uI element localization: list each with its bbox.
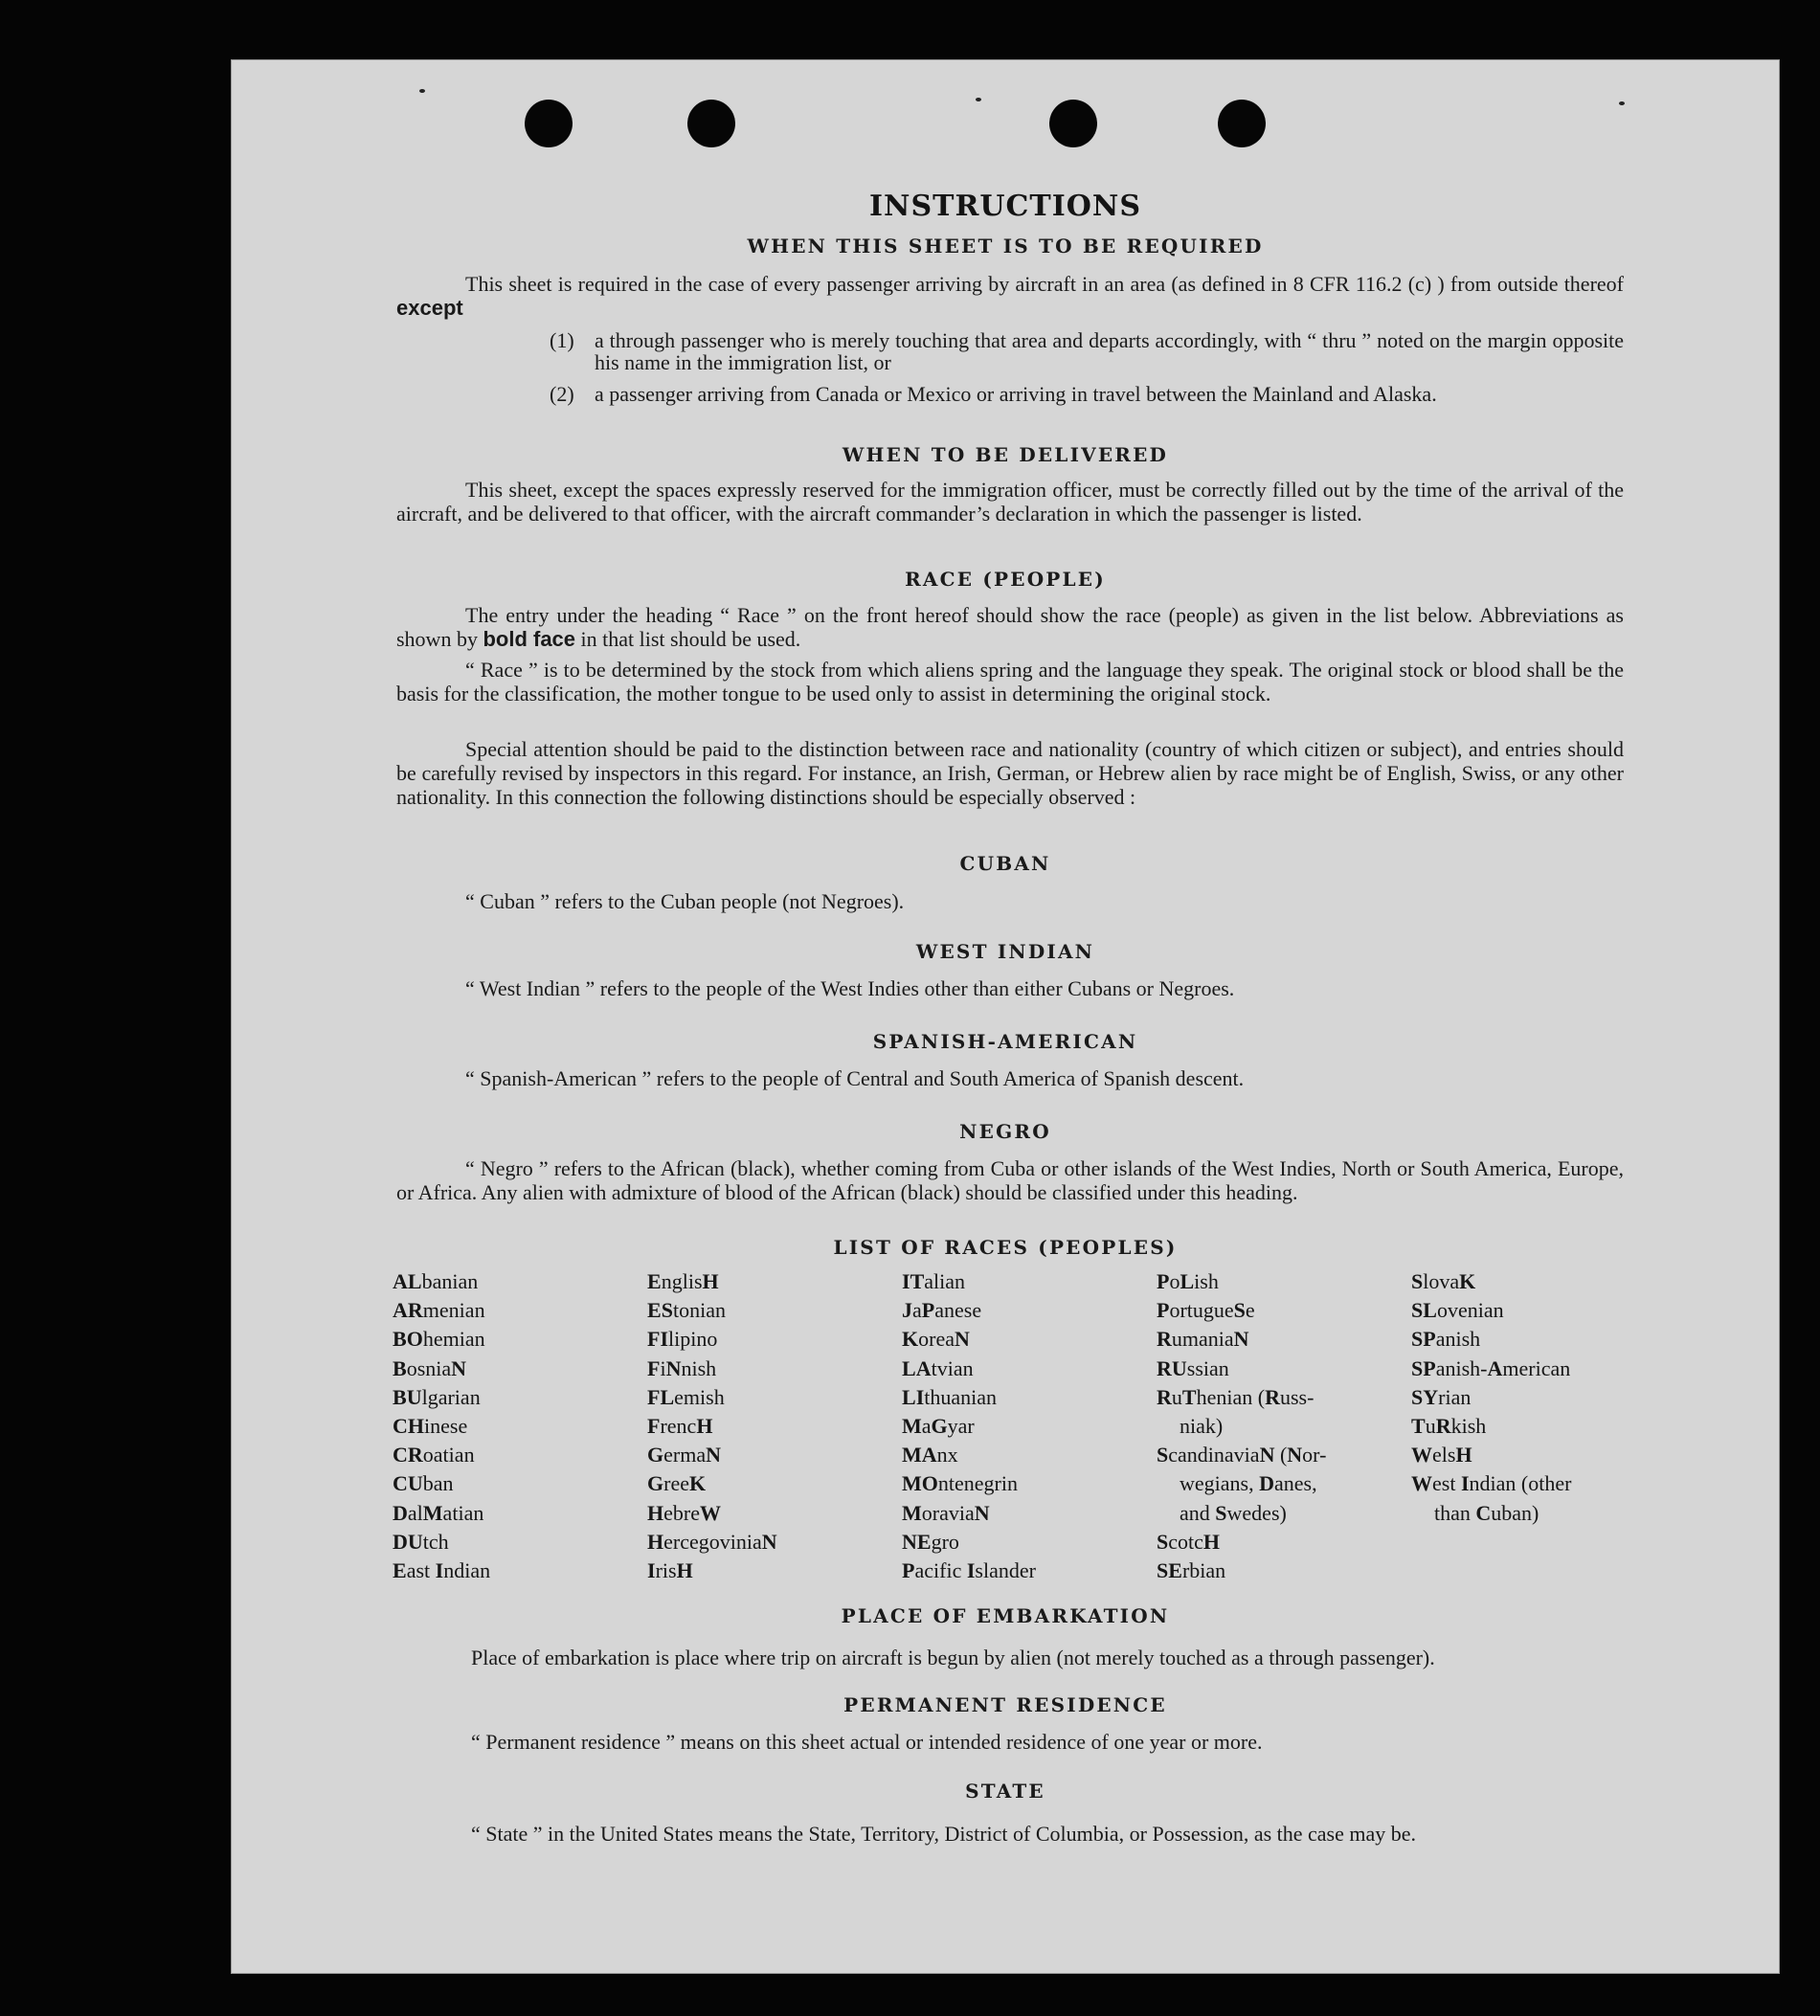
race-entry: BOhemian bbox=[393, 1327, 485, 1352]
paragraph-race-2: “ Race ” is to be determined by the stock from which aliens spring and the language they speak. The original stock or blood shall be the basis for the classification, the mother tongue to be used only to assist in determining the original stock. bbox=[396, 658, 1624, 706]
race-entry: than Cuban) bbox=[1434, 1500, 1539, 1525]
intro-text: This sheet is required in the case of every passenger arriving by aircraft in an area (as defined in 8 CFR 116.2 (c) ) from outside thereof bbox=[465, 272, 1624, 296]
race-entry: EStonian bbox=[647, 1298, 726, 1323]
race-entry: BosniaN bbox=[393, 1355, 467, 1380]
heading-residence: PERMANENT RESIDENCE bbox=[843, 1693, 1167, 1716]
races-column bbox=[1411, 1267, 1637, 1528]
heading-race: RACE (PEOPLE) bbox=[905, 568, 1106, 591]
race-entry: WelsH bbox=[1411, 1443, 1472, 1467]
page-title: INSTRUCTIONS bbox=[869, 190, 1141, 223]
race-entry: LIthuanian bbox=[902, 1384, 998, 1409]
race-entry: Pacific Islander bbox=[902, 1558, 1036, 1583]
race-entry: CHinese bbox=[393, 1414, 468, 1439]
race-entry: PortugueSe bbox=[1157, 1298, 1255, 1323]
race-entry: SPanish bbox=[1411, 1327, 1481, 1352]
heading-state: STATE bbox=[965, 1780, 1045, 1803]
paragraph-when-delivered: This sheet, except the spaces expressly reserved for the immigration officer, must be correctly filled out by the time of the arrival of the aircraft, and be delivered to that officer, with the aircraft commander’s declaration in which the passenger is listed. bbox=[396, 478, 1624, 526]
race-entry: PoLish bbox=[1157, 1269, 1219, 1293]
race-entry: SPanish-American bbox=[1411, 1355, 1571, 1380]
paragraph-embarkation: Place of embarkation is place where trip on aircraft is begun by alien (not merely touched as a through passenger). bbox=[471, 1646, 1435, 1669]
intro-bold-text: except bbox=[396, 296, 463, 320]
heading-negro: NEGRO bbox=[959, 1120, 1051, 1143]
race-entry: RUssian bbox=[1157, 1355, 1229, 1380]
race-entry: SLovenian bbox=[1411, 1298, 1504, 1323]
races-column bbox=[647, 1267, 896, 1585]
race-entry: MoraviaN bbox=[902, 1500, 990, 1525]
race-entry: SYrian bbox=[1411, 1384, 1472, 1409]
race-entry: FiNnish bbox=[647, 1355, 717, 1380]
race-entry: CUban bbox=[393, 1471, 454, 1496]
race-entry: wegians, Danes, bbox=[1180, 1471, 1317, 1496]
speck bbox=[1619, 101, 1625, 105]
list-item bbox=[550, 383, 1624, 405]
race-entry: niak) bbox=[1180, 1414, 1224, 1439]
race-entry: FLemish bbox=[647, 1384, 725, 1409]
heading-spanish-american: SPANISH-AMERICAN bbox=[872, 1030, 1138, 1053]
race-entry: KoreaN bbox=[902, 1327, 970, 1352]
race-entry: HercegoviniaN bbox=[647, 1529, 777, 1554]
heading-when-required: WHEN THIS SHEET IS TO BE REQUIRED bbox=[747, 235, 1264, 258]
race-entry: LAtvian bbox=[902, 1355, 974, 1380]
paragraph-negro: “ Negro ” refers to the African (black), whether coming from Cuba or other islands of the West Indies, North or South America, Europe, or Africa. Any alien with admixture of blood of the African (black) should be classified under this heading. bbox=[396, 1156, 1624, 1204]
races-column bbox=[393, 1267, 641, 1585]
race-entry: JaPanese bbox=[902, 1298, 982, 1323]
speck bbox=[419, 89, 425, 93]
race-entry: NEgro bbox=[902, 1529, 959, 1554]
paragraph-when-required bbox=[396, 272, 1624, 320]
race-entry: East Indian bbox=[393, 1558, 491, 1583]
list-item bbox=[550, 329, 1624, 373]
race-bold-text: bold face bbox=[483, 627, 576, 651]
race-entry: IrisH bbox=[647, 1558, 693, 1583]
race-entry: HebreW bbox=[647, 1500, 721, 1525]
race-entry: FIlipino bbox=[647, 1327, 718, 1352]
heading-cuban: CUBAN bbox=[959, 852, 1051, 875]
race-entry: SlovaK bbox=[1411, 1269, 1476, 1293]
race-entry: CRoatian bbox=[393, 1443, 475, 1467]
paragraph-spanish-american: “ Spanish-American ” refers to the people of Central and South America of Spanish descent. bbox=[465, 1066, 1245, 1090]
race-entry: DalMatian bbox=[393, 1500, 484, 1525]
race-text: The entry under the heading “ Race ” on the front hereof should show the race (people) as given in the list below. Abbreviations as shown by bbox=[396, 603, 1624, 651]
speck bbox=[976, 98, 981, 101]
paragraph-state: “ State ” in the United States means the State, Territory, District of Columbia, or Possession, as the case may be. bbox=[471, 1822, 1417, 1846]
punch-hole bbox=[1218, 100, 1266, 147]
heading-west-indian: WEST INDIAN bbox=[915, 940, 1095, 963]
race-entry: GermaN bbox=[647, 1443, 721, 1467]
race-entry: MOntenegrin bbox=[902, 1471, 1018, 1496]
race-entry: ITalian bbox=[902, 1269, 966, 1293]
races-column bbox=[902, 1267, 1151, 1585]
race-entry: ScotcH bbox=[1157, 1529, 1221, 1554]
heading-when-delivered: WHEN TO BE DELIVERED bbox=[842, 443, 1169, 466]
item-text: a passenger arriving from Canada or Mexico or arriving in travel between the Mainland and Alaska. bbox=[595, 382, 1437, 406]
race-entry: TuRkish bbox=[1411, 1414, 1487, 1439]
paragraph-race-3: Special attention should be paid to the distinction between race and nationality (country of which citizen or subject), and entries should be carefully revised by inspectors in this regard. For instance, an Irish, German, or Hebrew alien by race might be of English, Swiss, or any other nationality. In this connection the following distinctions should be especially observed : bbox=[396, 737, 1624, 809]
race-entry: and Swedes) bbox=[1180, 1500, 1287, 1525]
paragraph-west-indian: “ West Indian ” refers to the people of the West Indies other than either Cubans or Negroes. bbox=[465, 976, 1235, 1000]
races-list bbox=[393, 1267, 1637, 1593]
race-entry: EnglisH bbox=[647, 1269, 719, 1293]
paragraph-race-1 bbox=[396, 603, 1624, 651]
race-text: in that list should be used. bbox=[575, 627, 801, 651]
race-entry: BUlgarian bbox=[393, 1384, 481, 1409]
paragraph-residence: “ Permanent residence ” means on this sheet actual or intended residence of one year or more. bbox=[471, 1730, 1263, 1754]
punch-hole bbox=[1049, 100, 1097, 147]
punch-hole bbox=[525, 100, 573, 147]
item-number: (2) bbox=[550, 382, 574, 406]
item-number: (1) bbox=[550, 328, 574, 352]
race-entry: ScandinaviaN (Nor- bbox=[1157, 1443, 1327, 1467]
race-entry: ARmenian bbox=[393, 1298, 485, 1323]
race-entry: DUtch bbox=[393, 1529, 449, 1554]
heading-list-of-races: LIST OF RACES (PEOPLES) bbox=[833, 1236, 1178, 1259]
race-entry: FrencH bbox=[647, 1414, 713, 1439]
heading-embarkation: PLACE OF EMBARKATION bbox=[841, 1604, 1170, 1627]
race-entry: SErbian bbox=[1157, 1558, 1226, 1583]
paragraph-cuban: “ Cuban ” refers to the Cuban people (not Negroes). bbox=[465, 889, 905, 913]
race-entry: ALbanian bbox=[393, 1269, 479, 1293]
document-page bbox=[231, 59, 1780, 1974]
race-entry: West Indian (other bbox=[1411, 1471, 1572, 1496]
item-text: a through passenger who is merely touching that area and departs accordingly, with “ thru ” noted on the margin opposite his name in the immigration list, or bbox=[595, 328, 1624, 374]
race-entry: MAnx bbox=[902, 1443, 958, 1467]
race-entry: GreeK bbox=[647, 1471, 707, 1496]
race-entry: RumaniaN bbox=[1157, 1327, 1249, 1352]
race-entry: MaGyar bbox=[902, 1414, 975, 1439]
races-column bbox=[1157, 1267, 1405, 1585]
race-entry: RuThenian (Russ- bbox=[1157, 1384, 1314, 1409]
punch-hole bbox=[687, 100, 735, 147]
